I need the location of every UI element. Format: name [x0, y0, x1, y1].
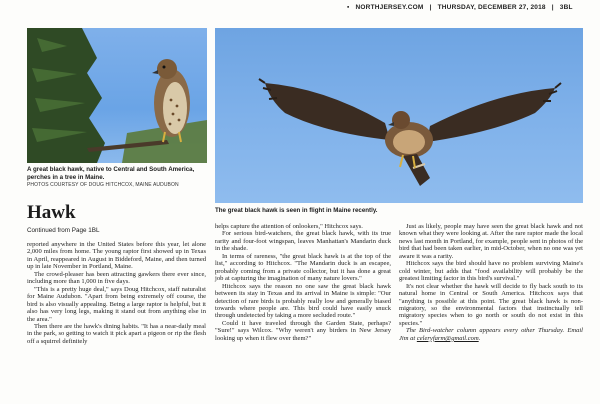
photo2-caption-text: The great black hawk is seen in flight in Maine recently.	[215, 207, 378, 214]
article-column-1	[27, 241, 206, 345]
headline: Hawk	[27, 202, 76, 223]
photo1-caption	[27, 166, 207, 190]
paragraph: Then there are the hawk's dining habits. "It has a near-daily meal in the park, so getting to watch it pick apart a pigeon or rip the flesh off a squirrel definitely	[27, 322, 206, 345]
paragraph: For serious bird-watchers, the great black hawk, with its true rarity and four-foot wingspan, leaves Manhattan's Mandarin duck in the shade.	[215, 230, 391, 253]
perched-hawk-photo	[27, 28, 207, 163]
photo1-caption-text: A great black hawk, native to Central and South America, perches in a tree in Maine.	[27, 166, 195, 181]
issue-date: THURSDAY, DECEMBER 27, 2018	[437, 4, 546, 11]
paragraph: reported anywhere in the United States before this year, let alone 2,000 miles from home. The young raptor first showed up in Texas in April, reappeared in August in Biddeford, Maine, and then turned up in late November in Portland, Maine.	[27, 241, 206, 271]
header-bullet: ▪	[347, 4, 350, 11]
paragraph: It's not clear whether the hawk will decide to fly back south to its natural home in Central or South America. Hitchcox says that "anything is possible at this point. The great black hawk is non-migratory, so the environmental factors that instinctually tell migratory species when to go north or south do not exist in this species."	[399, 282, 583, 327]
paragraph: Hitchcox says the reason no one saw the great black hawk between its stay in Texas and its arrival in Maine is simple: "Our detection of rare birds is probably really low and generally biased towards where people are. This bird could have easily snuck through undetected by taking a more secluded route."	[215, 282, 391, 320]
article-column-2	[215, 223, 391, 342]
photo-credit: PHOTOS COURTESY OF DOUG HITCHCOX, MAINE AUDUBON	[27, 182, 179, 189]
continued-from: Continued from Page 1BL	[27, 227, 100, 234]
photo2-caption	[215, 207, 583, 215]
column-footer	[399, 327, 583, 342]
article-column-3	[399, 223, 583, 342]
separator: |	[429, 4, 432, 11]
author-email-link[interactable]: celeryfarm@gmail.com	[416, 334, 479, 342]
flying-hawk-photo	[215, 28, 583, 203]
paragraph: helps capture the attention of onlookers," Hitchcox says.	[215, 223, 363, 230]
page-number: 3BL	[559, 4, 573, 11]
paragraph: The crowd-pleaser has been attracting gawkers there ever since, including more than 1,000 in five days.	[27, 270, 206, 286]
footer-period: .	[478, 334, 481, 342]
paragraph: In terms of rareness, "the great black hawk is at the top of the list," according to Hitchcox. "The Mandarin duck is an escapee, probably coming from a private collector, but it has done a great job at capturing the imagination of many nature lovers."	[215, 252, 391, 283]
paragraph: Could it have traveled through the Garden State, perhaps? "Sure!" says Wilcox. "Why weren't any birders in New Jersey looking up when it flew over them?"	[215, 319, 391, 342]
site-name: NORTHJERSEY.COM	[355, 4, 424, 11]
paragraph: "This is a pretty huge deal," says Doug Hitchcox, staff naturalist for Maine Audubon. "Apart from being extremely off course, the bird is also visually appealing. Being a large raptor is helpful, but it also has very long legs, making it stand out from anything else in the area."	[27, 285, 206, 323]
paragraph: Just as likely, people may have seen the great black hawk and not known what they were looking at. After the rare raptor made the local news last month in Portland, for example, people sent in photos of the bird that had been taken earlier, in mid-October, when no one was yet aware it was a rarity.	[399, 223, 583, 260]
footer-text: The Bird-watcher column appears every other Thursday. Email Jim at	[399, 327, 583, 342]
separator: |	[551, 4, 554, 11]
paragraph: Hitchcox says the bird should have no problem surviving Maine's cold winter, but adds that "food availability will probably be the greatest limiting factor in this bird's survival."	[399, 260, 583, 283]
page-header	[345, 4, 594, 11]
